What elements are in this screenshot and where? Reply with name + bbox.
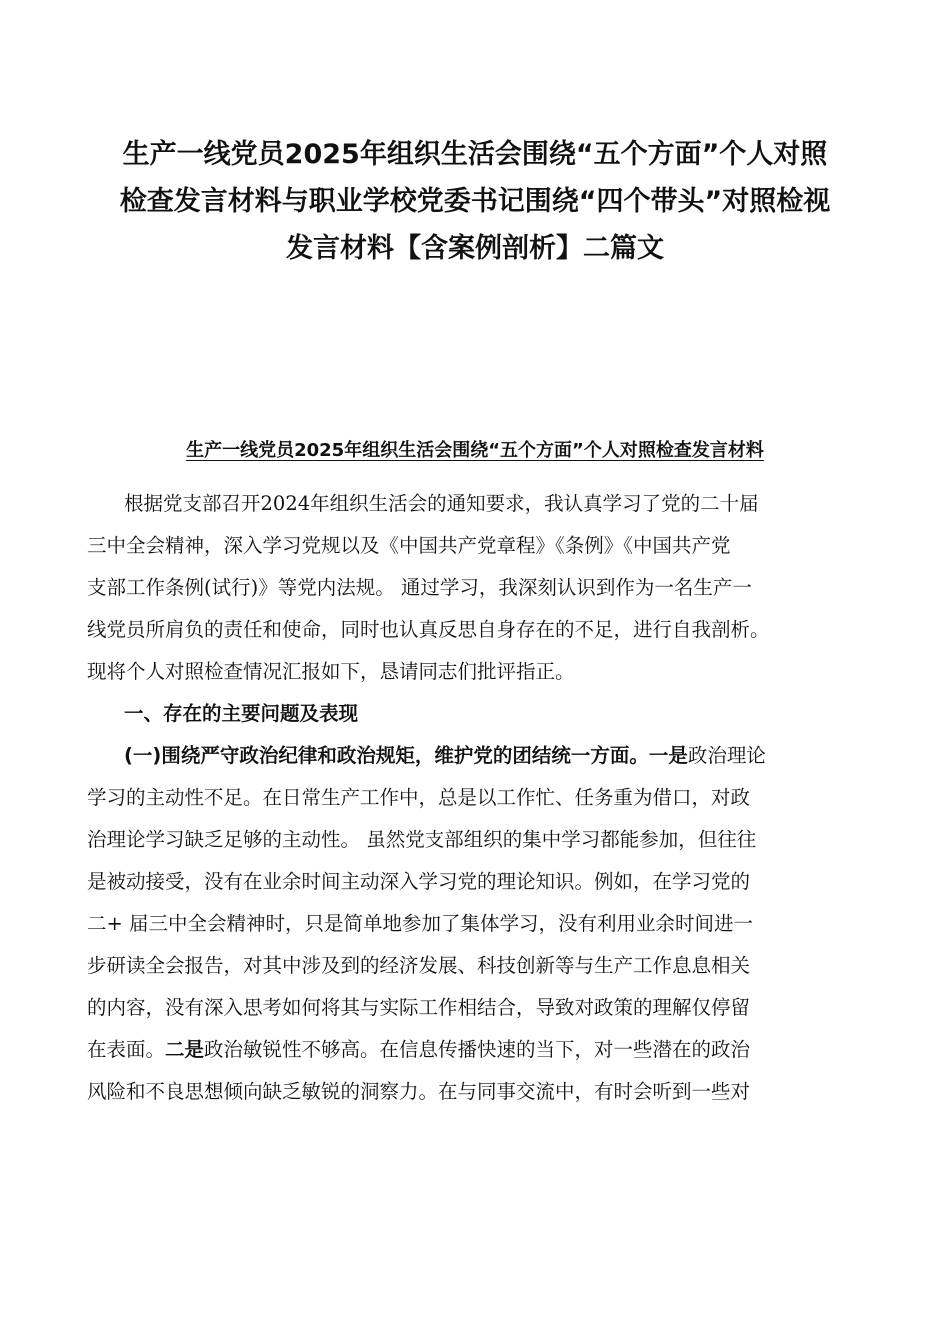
- document-title: [80, 131, 870, 272]
- intro-line: 根据党支部召开2024年组织生活会的通知要求，我认真学习了党的二十届: [124, 492, 759, 515]
- intro-line: 现将个人对照检查情况汇报如下，恳请同志们批评指正。: [87, 660, 575, 683]
- paragraph-line: 风险和不良思想倾向缺乏敏锐的洞察力。在与同事交流中，有时会听到一些对: [87, 1080, 751, 1103]
- intro-line: 线党员所肩负的责任和使命，同时也认真反思自身存在的不足，进行自我剖析。: [87, 618, 770, 641]
- title-line-2: 检查发言材料与职业学校党委书记围绕“四个带头”对照检视: [119, 186, 831, 217]
- intro-line: 三中全会精神，深入学习党规以及《中国共产党章程》《条例》《中国共产党: [87, 534, 731, 557]
- paragraph-line: 的内容，没有深入思考如何将其与实际工作相结合，导致对政策的理解仅停留: [87, 996, 751, 1019]
- subsection-heading: (一)围绕严守政治纪律和政治规矩，维护党的团结统一方面。: [124, 744, 649, 767]
- title-line-3: 发言材料【含案例剖析】二篇文: [286, 233, 664, 264]
- paragraph-line-mixed: [87, 1029, 872, 1071]
- paragraph-line: 步研读全会报告，对其中涉及到的经济发展、科技创新等与生产工作息息相关: [87, 954, 751, 977]
- paragraph-line: 二+ 届三中全会精神时，只是简单地参加了集体学习，没有利用业余时间进一: [87, 912, 754, 935]
- intro-line: 支部工作条例(试行)》等党内法规。 通过学习，我深刻认识到作为一名生产一: [87, 576, 752, 599]
- paragraph-line: 学习的主动性不足。在日常生产工作中，总是以工作忙、任务重为借口，对政: [87, 786, 751, 809]
- document-body: [87, 483, 872, 1113]
- point-one-end: 在表面。: [87, 1038, 166, 1061]
- document-subtitle: [80, 436, 870, 466]
- point-one-label: 一是: [648, 744, 688, 767]
- section-heading: 一、存在的主要问题及表现: [124, 702, 359, 725]
- point-two-label: 二是: [165, 1038, 205, 1061]
- point-one-start: 政治理论: [687, 744, 766, 767]
- point-two-start: 政治敏锐性不够高。在信息传播快速的当下，对一些潜在的政治: [204, 1038, 751, 1061]
- paragraph-line: 治理论学习缺乏足够的主动性。 虽然党支部组织的集中学习都能参加，但往往: [87, 828, 757, 851]
- title-line-1: 生产一线党员2025年组织生活会围绕“五个方面”个人对照: [122, 139, 828, 170]
- subsection-paragraph-start: [87, 735, 872, 777]
- subtitle-text: 生产一线党员2025年组织生活会围绕“五个方面”个人对照检查发言材料: [186, 440, 764, 461]
- paragraph-line: 是被动接受，没有在业余时间主动深入学习党的理论知识。例如，在学习党的: [87, 870, 751, 893]
